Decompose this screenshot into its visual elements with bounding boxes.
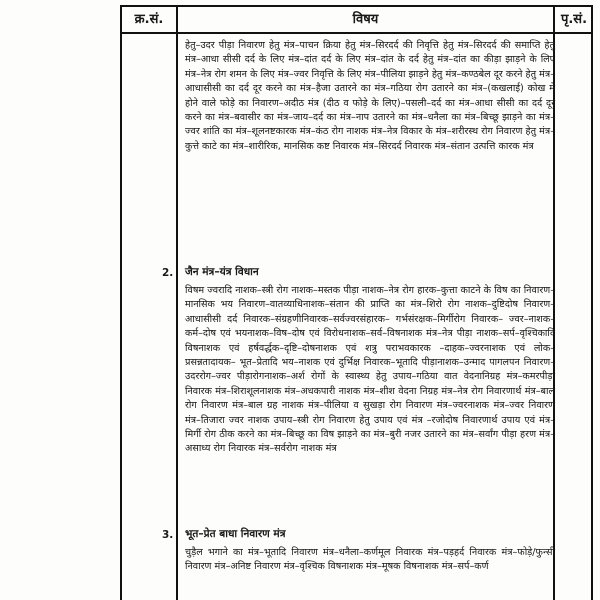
section-3-heading: भूत–प्रेत बाधा निवारण मंत्र <box>185 528 286 540</box>
table-header <box>122 7 591 34</box>
section-1-text: हेतु–उदर पीड़ा निवारण हेतु मंत्र–पाचन क्रिया हेतु मंत्र–सिरदर्द की निवृत्ति हेतु मंत्र–सिरदर्द की समाप्ति हेतु मंत्र–आधा सीसी दर्द के लिए मंत्र–दांत दर्द के लिए मंत्र–दांत के दर्द हेतु मंत्र–दांत का कीड़ा झाड़ने के लिए मंत्र–नेत्र रोग शमन के लिए मंत्र–ज्वर निवृत्ति के लिए मंत्र–पीलिया झाड़ने हेतु मंत्र–कण्ठबेल दूर करने हेतु मंत्र–आधासीसी का दर्द दूर करने का मंत्र–हैजा उतारने का मंत्र–गठिया रोग उतारने का मंत्र–(कखलाई) कोख में होने वाले फोड़े का निवारण–अदीठ मंत्र (दीठ व फोड़े के लिए)–पसली–दर्द का मंत्र–आधा सीसी का दर्द दूर करने का मंत्र–बवासीर का मंत्र–जाय–दर्द का मंत्र–नाप उतारने का मंत्र–धनैला का मंत्र–बिच्छू झाड़ने का मंत्र–ज्वर शांति का मंत्र–शूलनष्टकारक मंत्र–कंठ रोग नाशक मंत्र–नेत्र विकार के मंत्र–शरीरस्थ रोग निवारण हेतु मंत्र–कुत्ते काटे का मंत्र–शारीरिक, मानसिक कष्ट निवारक मंत्र–सिरदर्द निवारक मंत्र–संतान उत्पत्ति कारक मंत्र <box>185 40 555 152</box>
header-subject: विषय <box>352 12 379 27</box>
section-3-number: 3. <box>162 529 174 541</box>
column-divider-1 <box>176 7 178 600</box>
contents-table <box>120 5 593 600</box>
section-3-text: चुड़ैल भगाने का मंत्र–भूतादि निवारण मंत्र–धनैला–कर्णमूल निवारक मंत्र–पड़हर्द निवारक मंत्र–फोड़े/फुन्सी निवारण मंत्र–अनिष्ट निवारण मंत्र–वृश्चिक विषनाशक मंत्र–मूषक विषनाशक मंत्र–सर्प–कर्ण <box>185 547 555 573</box>
section-2-number: 2. <box>162 267 174 279</box>
section-2-heading: जैन मंत्र–यंत्र विधान <box>185 266 259 278</box>
section-2-text: विषम ज्वरादि नाशक–स्त्री रोग नाशक–मस्तक पीड़ा नाशक–नेत्र रोग हारक–कुत्ता काटने के विष का निवारण–मानसिक भय निवारण–वातव्याधिनाशक–संतान की प्राप्ति का मंत्र–शिरो रोग नाशक–दुष्टिदोष निवारण–आधासीसी दर्द निवारक–संग्रहणीनिवारक–सर्वज्वरसंहारक– गर्भसंरक्षक–मिर्गीरोग निवारक– ज्वर–नाशक–कर्म–दोष एवं भयनाशक–विष–दोष एवं विरोधनाशक–सर्व–विषनाशक मंत्र–नेत्र पीड़ा नाशक–सर्प–वृश्चिकादि विषनाशक एवं हर्षवर्द्धक–दृष्टि–दोषनाशक एवं शत्रु पराभवकारक –दाहक–ज्वरनाशक एवं लोक–प्रसन्नतादायक– भूत–प्रेतादि भय–नाशक एवं दुर्भिक्ष निवारक–भूतादि पीड़ानाशक–उन्माद पागलपन निवारण–उदररोग–ज्वर पीड़ारोगनाशक–अर्श रोगों के स्वास्थ्य हेतु उपाय–गठिया वात वेदनानिग्रह मंत्र–कमरपीड़ा निवारक मंत्र–शिराशूलनाशक मंत्र–अधकपारी नाशक मंत्र–शीश वेदना निग्रह मंत्र–नेत्र रोग निवारणार्थ मंत्र–बाल रोग निवारण मंत्र–बाल ग्रह नाशक मंत्र–पीलिया व सुखड़ा रोग निवारण मंत्र–ज्वरनाशक मंत्र–ज्वर निवारण मंत्र–तिजारा ज्वर नाशक उपाय–स्त्री रोग निवारण हेतु उपाय एवं मंत्र –रजोदोष निवारणार्थ उपाय एवं मंत्र–मिर्गी रोग ठीक करने का मंत्र–बिच्छू का विष झाड़ने का मंत्र–बुरी नजर उतारने का मंत्र–सर्वांग पीड़ा हरण मंत्र–असाध्य रोग निवारक मंत्र–सर्वरोग नाशक मंत्र <box>185 285 555 455</box>
header-serial: क्र.सं. <box>134 12 164 27</box>
header-page: पृ.सं. <box>560 12 588 27</box>
